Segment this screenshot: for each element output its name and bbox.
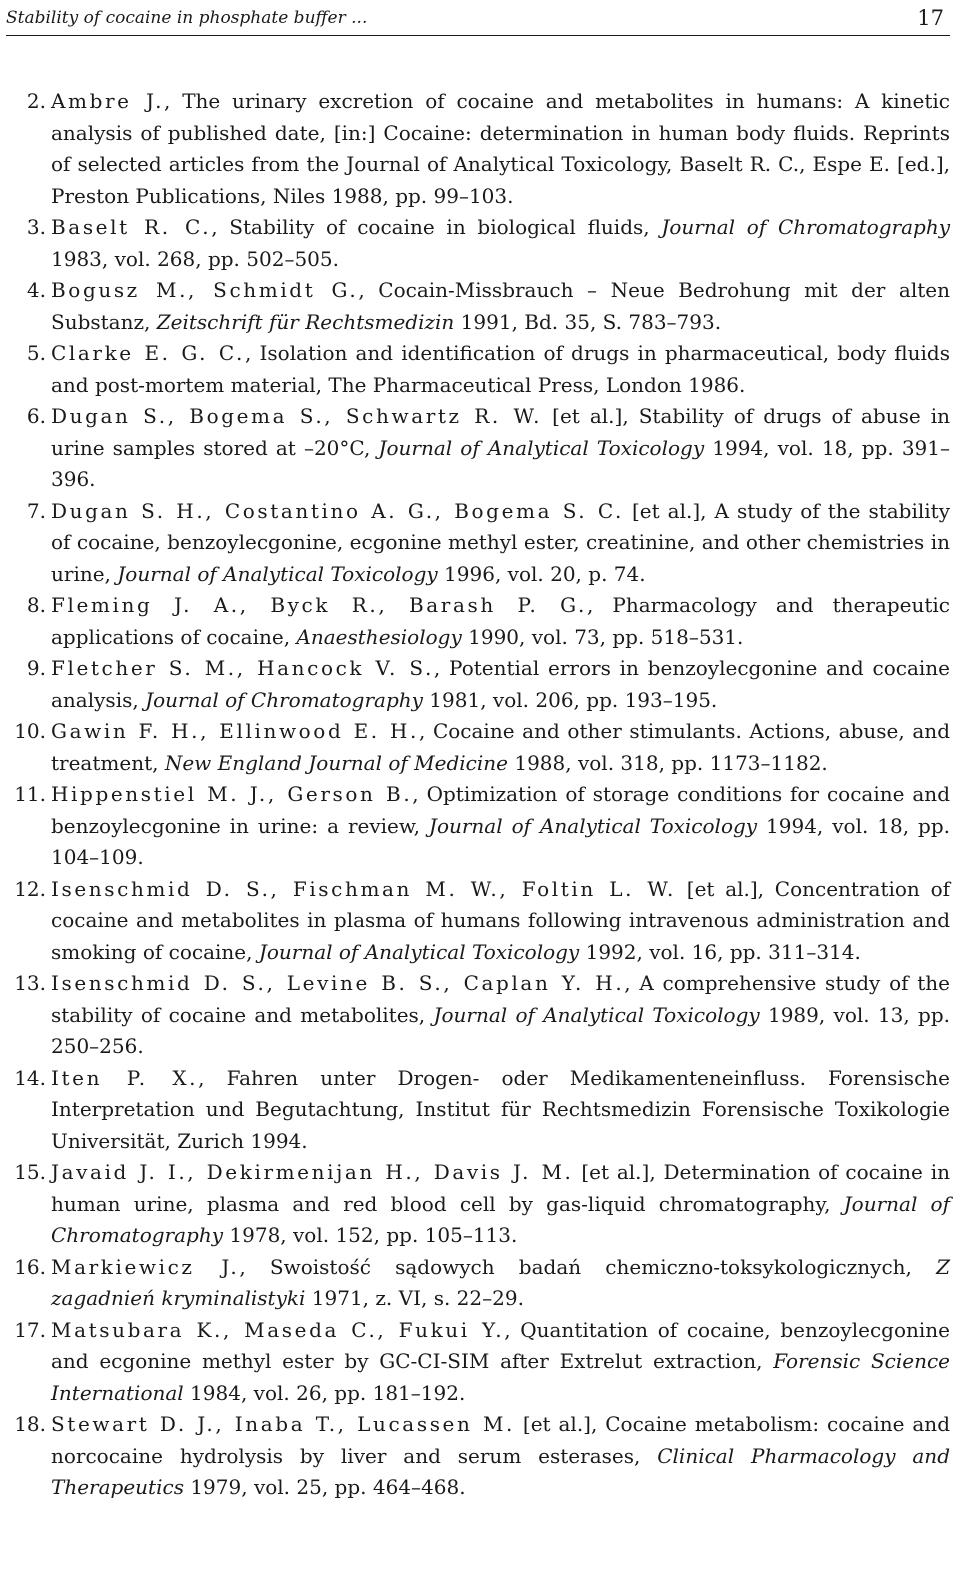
reference-title: , Fahren unter Drogen- oder Medikamenteneinfluss. Forensische Interpretation und Begutachtung, Institut für Rechtsmedizin Forensische Toxikologie Universität, Zurich 1994. — [51, 1065, 950, 1153]
reference-journal: Anaesthesiology — [296, 624, 462, 649]
reference-number: 2. — [26, 89, 46, 113]
reference-authors: Bogusz M., Schmidt G. — [51, 278, 359, 302]
reference-journal: Journal of Chromatography — [145, 687, 423, 712]
reference-number: 14. — [14, 1065, 46, 1090]
reference-meta: 1990, vol. 73, pp. 518–531. — [461, 624, 744, 649]
reference-meta: 1994, vol. 18, pp. 104–109. — [51, 813, 950, 869]
reference-title: , Isolation and identification of drugs in pharmaceutical, body fluids and post-mortem material, The Pharmaceutical Press, London 1986. — [51, 341, 950, 397]
reference-item — [6, 590, 950, 653]
reference-number: 7. — [26, 498, 46, 523]
reference-authors: Javaid J. I., Dekirmenijan H., Davis J. M. — [51, 1160, 574, 1184]
reference-item — [6, 1063, 950, 1158]
reference-journal: Journal of Chromatography — [51, 1191, 950, 1247]
reference-item — [6, 874, 950, 969]
reference-authors: Ambre J. — [51, 89, 165, 113]
reference-item — [6, 496, 950, 591]
reference-meta: 1989, vol. 13, pp. 250–256. — [51, 1002, 950, 1058]
reference-number: 10. — [14, 719, 46, 743]
reference-number: 16. — [14, 1254, 46, 1279]
reference-authors: Clarke E. G. C. — [51, 341, 246, 365]
reference-title: , Stability of cocaine in biological fluids, — [211, 215, 662, 239]
reference-meta: 1994, vol. 18, pp. 391–396. — [51, 435, 950, 491]
running-title: Stability of cocaine in phosphate buffer ... — [6, 7, 368, 28]
reference-journal: New England Journal of Medicine — [164, 750, 508, 775]
reference-meta: 1978, vol. 152, pp. 105–113. — [223, 1223, 518, 1247]
reference-number: 8. — [26, 593, 46, 617]
reference-title: [et al.], Determination of cocaine in human urine, plasma and red blood cell by gas-liquid chromatography, — [51, 1160, 950, 1216]
reference-authors: Isenschmid D. S., Levine B. S., Caplan Y. H. — [51, 971, 625, 995]
reference-number: 12. — [14, 876, 46, 901]
reference-title: , Cocaine and other stimulants. Actions, abuse, and treatment, — [51, 719, 950, 775]
reference-item — [6, 338, 950, 401]
reference-journal: Journal of Chromatography — [661, 215, 950, 239]
reference-meta: 1992, vol. 16, pp. 311–314. — [579, 939, 861, 964]
reference-item — [6, 779, 950, 874]
reference-title: [et al.], A study of the stability of cocaine, benzoylecgonine, ecgonine methyl ester, creatinine, and other chemistries in urine, — [51, 498, 951, 586]
reference-journal: Journal of Analytical Toxicology — [258, 939, 580, 964]
reference-number: 9. — [26, 656, 46, 680]
reference-meta: 1983, vol. 268, pp. 502–505. — [51, 246, 339, 271]
reference-meta: 1979, vol. 25, pp. 464–468. — [183, 1475, 466, 1499]
reference-list — [6, 86, 950, 1504]
reference-journal: Journal of Analytical Toxicology — [433, 1002, 760, 1027]
reference-number: 3. — [26, 215, 46, 239]
reference-item — [6, 968, 950, 1063]
reference-item — [6, 86, 950, 212]
reference-title: , Pharmacology and therapeutic applications of cocaine, — [51, 593, 950, 649]
reference-title: [et al.], Concentration of cocaine and metabolites in plasma of humans following intravenous administration and smoking of cocaine, — [51, 876, 951, 964]
reference-number: 11. — [14, 782, 46, 806]
reference-number: 13. — [14, 971, 46, 995]
reference-journal: Journal of Analytical Toxicology — [117, 561, 438, 586]
reference-number: 17. — [14, 1317, 46, 1342]
reference-meta: 1988, vol. 318, pp. 1173–1182. — [507, 750, 828, 775]
reference-meta: 1971, z. VI, s. 22–29. — [305, 1286, 524, 1310]
reference-number: 18. — [14, 1412, 46, 1436]
reference-item — [6, 401, 950, 496]
reference-title: , Swoistość sądowych badań chemiczno-toksykologicznych, — [239, 1254, 937, 1279]
reference-meta: 1991, Bd. 35, S. 783–793. — [454, 309, 722, 334]
reference-meta: 1996, vol. 20, p. 74. — [437, 561, 646, 586]
reference-authors: Stewart D. J., Inaba T., Lucassen M. — [51, 1412, 516, 1436]
reference-number: 15. — [14, 1160, 46, 1184]
reference-title: [et al.], Cocaine metabolism: cocaine and norcocaine hydrolysis by liver and serum esterases, — [51, 1412, 950, 1468]
reference-journal: Journal of Analytical Toxicology — [378, 435, 705, 460]
reference-title: , Optimization of storage conditions for cocaine and benzoylecgonine in urine: a review, — [51, 782, 950, 838]
reference-title: , A comprehensive study of the stability of cocaine and metabolites, — [51, 971, 950, 1027]
reference-authors: Dugan S. H., Costantino A. G., Bogema S. C. — [51, 498, 624, 523]
reference-item — [6, 1252, 950, 1315]
reference-title: , Cocain-Missbrauch – Neue Bedrohung mit der alten Substanz, — [51, 278, 951, 334]
reference-title: [et al.], Stability of drugs of abuse in urine samples stored at –20°C, — [51, 404, 951, 460]
reference-meta: 1981, vol. 206, pp. 193–195. — [422, 687, 718, 712]
reference-item — [6, 1315, 950, 1410]
reference-authors: Gawin F. H., Ellinwood E. H. — [51, 719, 419, 743]
reference-title: , Quantitation of cocaine, benzoylecgonine and ecgonine methyl ester by GC-CI-SIM after Extrelut extraction, — [51, 1317, 950, 1373]
reference-authors: Isenschmid D. S., Fischman M. W., Foltin L. W. — [51, 876, 677, 901]
reference-authors: Fletcher S. M., Hancock V. S. — [51, 656, 434, 680]
reference-item — [6, 1409, 950, 1504]
reference-authors: Iten P. X. — [51, 1065, 199, 1090]
reference-item — [6, 716, 950, 779]
reference-journal: Clinical Pharmacology and Therapeutics — [51, 1443, 950, 1499]
reference-journal: Forensic Science International — [51, 1349, 951, 1405]
reference-number: 5. — [26, 341, 46, 365]
reference-journal: Z zagadnień kryminalistyki — [51, 1254, 950, 1310]
reference-journal: Zeitschrift für Rechtsmedizin — [156, 309, 455, 334]
reference-journal: Journal of Analytical Toxicology — [428, 813, 758, 838]
reference-number: 4. — [26, 278, 46, 302]
reference-authors: Matsubara K., Maseda C., Fukui Y. — [51, 1317, 505, 1342]
reference-authors: Baselt R. C. — [51, 215, 212, 239]
reference-title: , Potential errors in benzoylecgonine and cocaine analysis, — [51, 656, 950, 712]
reference-number: 6. — [26, 404, 46, 428]
reference-item — [6, 1157, 950, 1252]
running-header — [6, 0, 950, 36]
reference-authors: Hippenstiel M. J., Gerson B. — [51, 782, 413, 806]
page-number: 17 — [917, 5, 944, 30]
reference-item — [6, 653, 950, 716]
reference-authors: Dugan S., Bogema S., Schwartz R. W. — [51, 404, 543, 428]
reference-item — [6, 212, 950, 275]
reference-authors: Fleming J. A., Byck R., Barash P. G. — [51, 593, 587, 617]
reference-authors: Markiewicz J. — [51, 1254, 240, 1279]
reference-meta: 1984, vol. 26, pp. 181–192. — [183, 1380, 466, 1405]
reference-title: , The urinary excretion of cocaine and metabolites in humans: A kinetic analysis of published date, [in:] Cocaine: determination in human body fluids. Reprints of selected articles from the Journal of Analytical Toxicology, Baselt R. C., Espe E. [ed.], Preston Publications, Niles 1988, pp. 99–103. — [51, 89, 950, 208]
reference-item — [6, 275, 950, 338]
